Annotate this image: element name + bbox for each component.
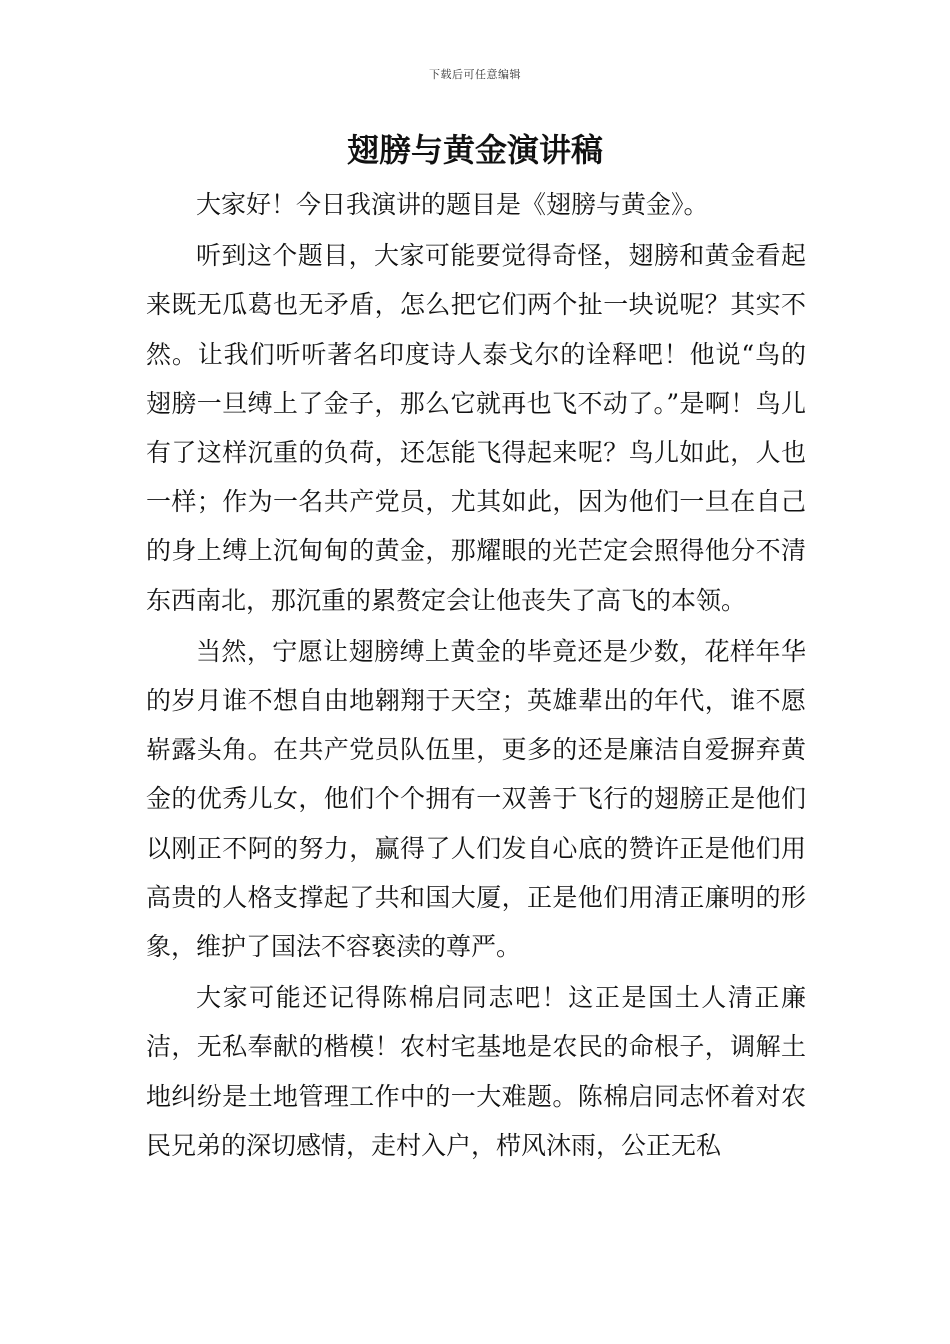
page-title: 翅膀与黄金演讲稿	[346, 131, 603, 169]
paragraph-chen-mianqi: 大家可能还记得陈棉启同志吧！这正是国土人清正廉洁，无私奉献的楷模！农村宅基地是农民的命根子，调解土地纠纷是土地管理工作中的一大难题。陈棉启同志怀着对农民兄弟的深切感情，走村入户，栉风沐雨，公正无私	[146, 983, 806, 1160]
paragraph-party-members: 当然，宁愿让翅膀缚上黄金的毕竟还是少数，花样年华的岁月谁不想自由地翱翔于天空；英雄辈出的年代，谁不愿崭露头角。在共产党员队伍里，更多的还是廉洁自爱摒弃黄金的优秀儿女，他们个个拥有一双善于飞行的翅膀正是他们以刚正不阿的努力，赢得了人们发自心底的赞许正是他们用高贵的人格支撑起了共和国大厦，正是他们用清正廉明的形象，维护了国法不容亵渎的尊严。	[146, 636, 806, 962]
document-body	[146, 180, 806, 1172]
header-note: 下载后可任意编辑	[429, 68, 521, 81]
paragraph-greeting: 大家好！今日我演讲的题目是《翅膀与黄金》。	[196, 190, 709, 219]
paragraph-wings-gold: 听到这个题目，大家可能要觉得奇怪，翅膀和黄金看起来既无瓜葛也无矛盾，怎么把它们两个扯一块说呢？其实不然。让我们听听著名印度诗人泰戈尔的诠释吧！他说“鸟的翅膀一旦缚上了金子，那么它就再也飞不动了。”是啊！鸟儿有了这样沉重的负荷，还怎能飞得起来呢？鸟儿如此，人也一样；作为一名共产党员，尤其如此，因为他们一旦在自己的身上缚上沉甸甸的黄金，那耀眼的光芒定会照得他分不清东西南北，那沉重的累赘定会让他丧失了高飞的本领。	[146, 241, 806, 615]
